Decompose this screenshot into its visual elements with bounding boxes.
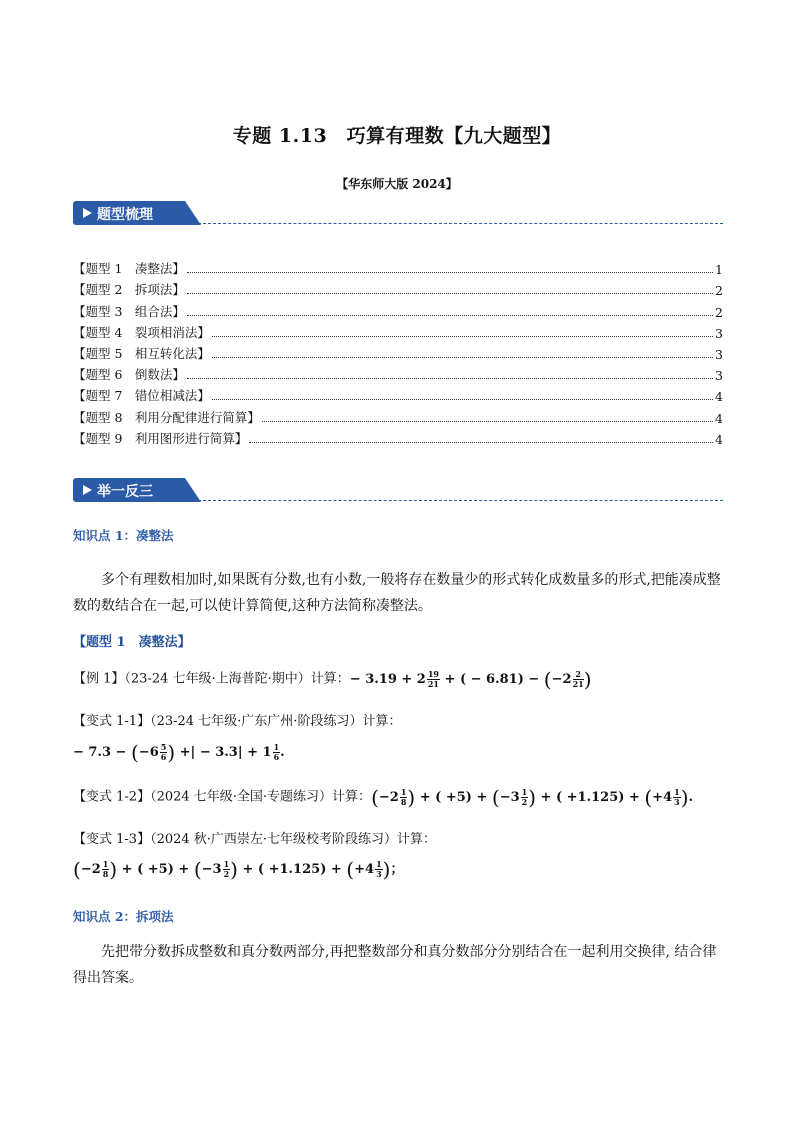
toc-leader-dots	[212, 336, 713, 337]
knowledge-point-2-title: 知识点 2：拆项法	[73, 909, 174, 924]
question-type-1-heading: 【题型 1 凑整法】	[73, 635, 191, 650]
toc-entry[interactable]	[73, 383, 723, 404]
toc-leader-dots	[187, 293, 713, 294]
toc-entry-label[interactable]: 【题型 4 裂项相消法】	[73, 324, 210, 340]
toc-entry[interactable]	[73, 362, 723, 383]
toc-entry-label[interactable]: 【题型 1 凑整法】	[73, 261, 185, 277]
toc-entry[interactable]	[73, 426, 723, 447]
toc-page-number: 3	[715, 368, 723, 384]
variant-1-1-expression: − 7.3 − (−6 $\frac{5}{6}$ ) +| − 3.3| + 1 $\frac{1}{6}$ .	[73, 740, 285, 764]
toc-page-number: 4	[715, 410, 723, 426]
toc-page-number: 3	[715, 325, 723, 341]
toc-entry[interactable]	[73, 320, 723, 341]
section-header-label: 题型梳理	[97, 207, 153, 223]
toc-leader-dots	[187, 272, 713, 273]
toc-leader-dots	[187, 378, 713, 379]
toc-page-number: 1	[715, 262, 723, 278]
toc-leader-dots	[249, 442, 713, 443]
toc-page-number: 2	[715, 304, 723, 320]
toc-entry-label[interactable]: 【题型 2 拆项法】	[73, 282, 185, 298]
toc-leader-dots	[212, 399, 713, 400]
toc-entry-label[interactable]: 【题型 5 相互转化法】	[73, 345, 210, 361]
toc-entry-label[interactable]: 【题型 7 错位相减法】	[73, 388, 210, 404]
toc-page-number: 4	[715, 431, 723, 447]
toc-page-number: 4	[715, 389, 723, 405]
table-of-contents	[73, 256, 723, 447]
example-1-label: 【例 1】（23-24 七年级·上海普陀·期中）计算：	[73, 671, 350, 687]
toc-entry[interactable]	[73, 298, 723, 319]
toc-entry[interactable]	[73, 341, 723, 362]
toc-page-number: 3	[715, 346, 723, 362]
toc-entry-label[interactable]: 【题型 8 利用分配律进行简算】	[73, 409, 260, 425]
variant-1-1-label: 【变式 1-1】（23-24 七年级·广东广州·阶段练习）计算：	[73, 714, 402, 729]
edition-subtitle: 【华东师大版 2024】	[336, 177, 458, 191]
section-header-overview	[73, 201, 723, 225]
toc-leader-dots	[212, 357, 713, 358]
toc-entry-label[interactable]: 【题型 6 倒数法】	[73, 367, 185, 383]
play-arrow-icon	[83, 208, 92, 218]
toc-entry[interactable]	[73, 404, 723, 425]
toc-leader-dots	[187, 315, 713, 316]
play-arrow-icon	[83, 485, 92, 495]
toc-entry-label[interactable]: 【题型 3 组合法】	[73, 303, 185, 319]
toc-entry[interactable]	[73, 277, 723, 298]
section-header-label: 举一反三	[97, 484, 153, 500]
section-header-practice	[73, 478, 723, 502]
knowledge-point-2-text: 先把带分数拆成整数和真分数两部分,再把整数部分和真分数部分分别结合在一起利用交换律, 结合律得出答案。	[73, 944, 717, 986]
toc-entry[interactable]	[73, 256, 723, 277]
toc-page-number: 2	[715, 283, 723, 299]
variant-1-3-expression: (−2 $\frac{1}{8}$ ) + ( +5) + (−3 $\frac{1}{2}$ ) + ( +1.125) + (+4 $\frac{1}{3}$ )；	[73, 857, 404, 881]
knowledge-point-1-text: 多个有理数相加时,如果既有分数,也有小数,一般将存在数量少的形式转化成数量多的形式,把能凑成整数的数结合在一起,可以使计算简便,这种方法简称凑整法。	[73, 572, 721, 614]
page-title: 专题 1.13 巧算有理数【九大题型】	[232, 125, 562, 147]
variant-1-2-label: 【变式 1-2】（2024 七年级·全国·专题练习）计算：	[73, 789, 372, 805]
variant-1-2: 【变式 1-2】（2024 七年级·全国·专题练习）计算：(−2 $\frac{1}{8}$ ) + ( +5) + (−3 $\frac{1}{2}$ ) + ( +1.125) + (+4 $\frac{1}{3}$ ).	[73, 785, 694, 809]
toc-entry-label[interactable]: 【题型 9 利用图形进行简算】	[73, 430, 248, 446]
toc-leader-dots	[262, 421, 713, 422]
knowledge-point-1-title: 知识点 1：凑整法	[73, 528, 174, 543]
example-1: 【例 1】（23-24 七年级·上海普陀·期中）计算：− 3.19 + 2 $\frac{19}{21}$ + ( − 6.81) − (−2 $\frac{2}{21}$ )	[73, 667, 592, 691]
variant-1-3-label: 【变式 1-3】（2024 秋·广西崇左·七年级校考阶段练习）计算：	[73, 832, 437, 847]
